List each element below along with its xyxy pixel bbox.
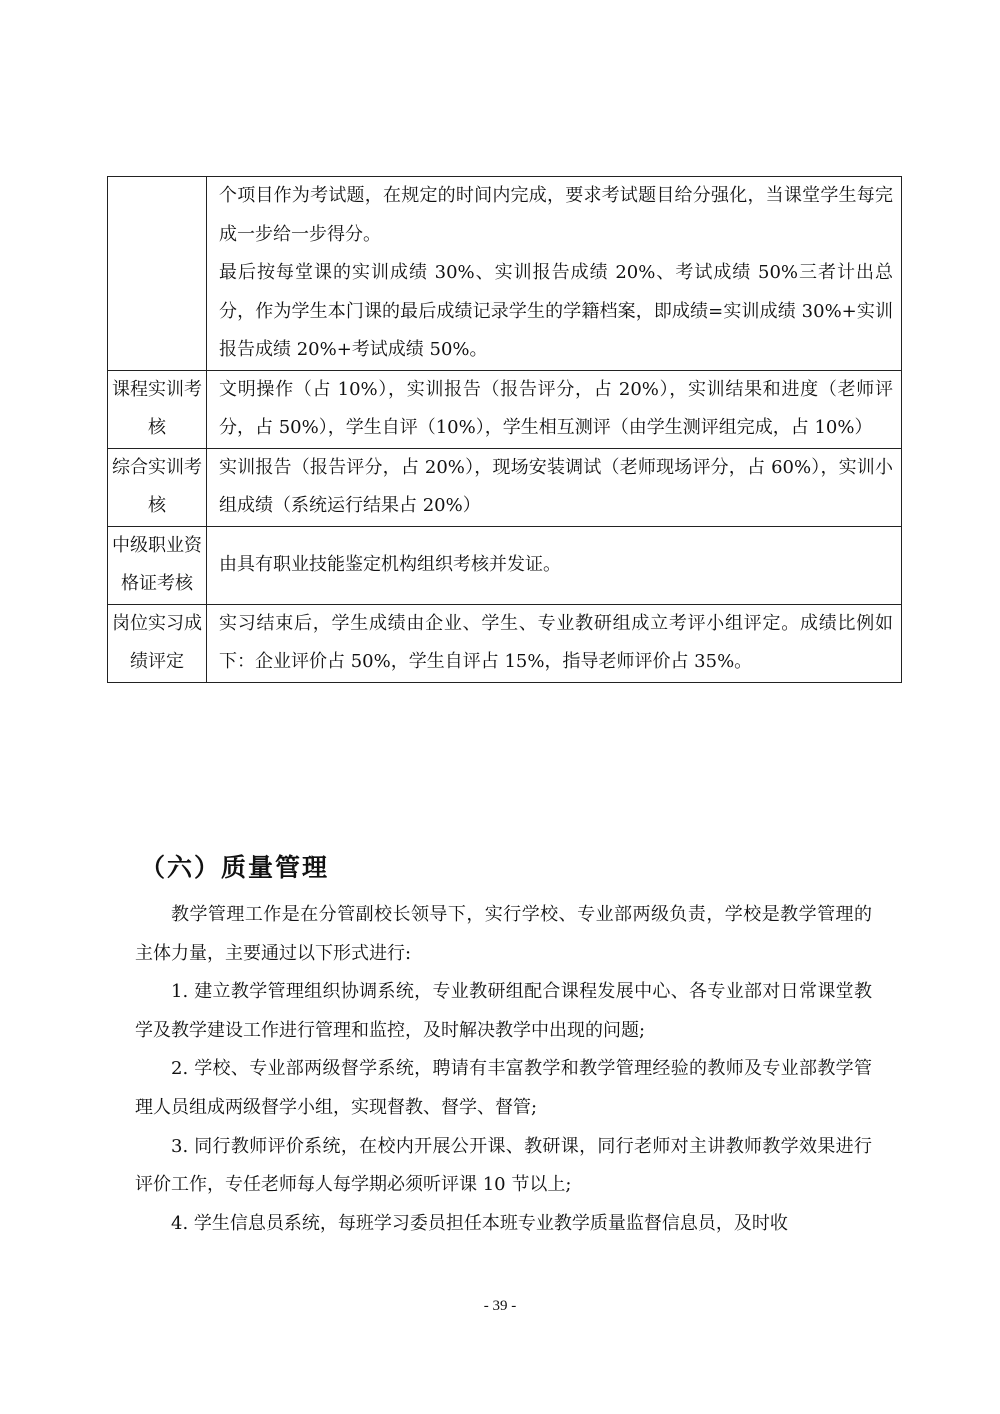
row-paragraph: 最后按每堂课的实训成绩 30%、实训报告成绩 20%、考试成绩 50%三者计出总分，作为学生本门课的最后成绩记录学生的学籍档案，即成绩=实训成绩 30%+实训报告成绩 20%+考试成绩 50%。	[219, 262, 893, 360]
table-row	[108, 448, 902, 526]
row-paragraph: 个项目作为考试题，在规定的时间内完成，要求考试题目给分强化，当课堂学生每完成一步给一步得分。	[219, 185, 893, 245]
table-row	[108, 370, 902, 448]
row-label: 中级职业资格证考核	[108, 526, 207, 604]
body-paragraph: 3. 同行教师评价系统，在校内开展公开课、教研课，同行老师对主讲教师教学效果进行评价工作，专任老师每人每学期必须听评课 10 节以上;	[135, 1135, 872, 1196]
body-paragraph: 1. 建立教学管理组织协调系统，专业教研组配合课程发展中心、各专业部对日常课堂教学及教学建设工作进行管理和监控，及时解决教学中出现的问题;	[135, 981, 872, 1041]
row-label: 岗位实习成绩评定	[108, 604, 207, 682]
row-content	[207, 448, 902, 526]
row-content	[207, 604, 902, 682]
page-number: - 39 -	[483, 1298, 517, 1314]
row-content	[207, 370, 902, 448]
row-content	[207, 177, 902, 371]
row-paragraph: 实训报告（报告评分，占 20%），现场安装调试（老师现场评分，占 60%），实训小组成绩（系统运行结果占 20%）	[219, 456, 893, 516]
assessment-table	[107, 176, 902, 683]
section-body	[135, 896, 872, 1243]
table-row	[108, 604, 902, 682]
body-paragraph: 2. 学校、专业部两级督学系统，聘请有丰富教学和教学管理经验的教师及专业部教学管理人员组成两级督学小组，实现督教、督学、督管;	[135, 1058, 872, 1118]
body-paragraph: 教学管理工作是在分管副校长领导下，实行学校、专业部两级负责，学校是教学管理的主体力量，主要通过以下形式进行:	[135, 904, 872, 964]
row-paragraph: 实习结束后，学生成绩由企业、学生、专业教研组成立考评小组评定。成绩比例如下：企业评价占 50%，学生自评占 15%，指导老师评价占 35%。	[219, 612, 893, 672]
table-row	[108, 526, 902, 604]
row-label: 课程实训考核	[108, 370, 207, 448]
table-row	[108, 177, 902, 371]
row-paragraph: 由具有职业技能鉴定机构组织考核并发证。	[219, 553, 561, 575]
section-heading: （六）质量管理	[140, 853, 330, 882]
row-label	[108, 177, 207, 371]
row-paragraph: 文明操作（占 10%），实训报告（报告评分，占 20%），实训结果和进度（老师评分，占 50%），学生自评（10%），学生相互测评（由学生测评组完成，占 10%）	[219, 378, 893, 438]
row-label: 综合实训考核	[108, 448, 207, 526]
body-paragraph: 4. 学生信息员系统，每班学习委员担任本班专业教学质量监督信息员，及时收	[171, 1212, 788, 1234]
row-content	[207, 526, 902, 604]
